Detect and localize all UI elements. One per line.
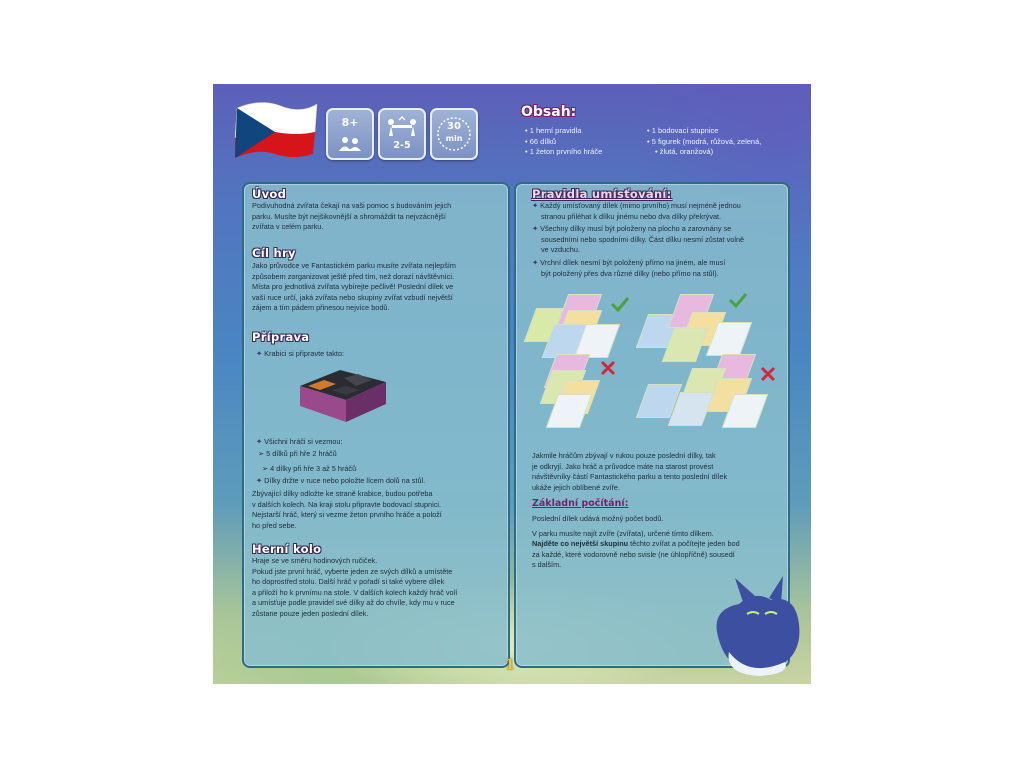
placement-diagram-4: [642, 354, 772, 424]
section-title-cil-hry: Cíl hry: [252, 246, 296, 260]
game-box-illustration: [294, 362, 390, 424]
pravidla-bullet-2: ✦ Všechny dílky musí být položeny na plocho a zarovnány se sousedními nebo spodními dílky. Část dílku nesmí zůstat volně ve vzduchu.: [532, 224, 744, 256]
priprava-sub1: ➢ 5 dílků při hře 2 hráčů: [258, 449, 337, 458]
cross-icon: [600, 360, 616, 376]
rulebook-page: [213, 84, 811, 684]
cross-icon: [760, 366, 776, 382]
left-panel: [242, 182, 510, 668]
section-title-herni-kolo: Herní kolo: [252, 542, 322, 556]
pravidla-bullet-3: ✦ Vrchní dílek nesmí být položený přímo na jiném, ale musí být položený přes dva různé dílky (nebo přímo na stůl).: [532, 258, 725, 279]
czech-flag-icon: [231, 98, 319, 160]
section-title-pravidla: Pravidla umísťování:: [532, 187, 672, 201]
priprava-box-line: ✦ Krabici si připravte takto:: [256, 349, 344, 360]
priprava-hold-line: ✦ Dílky držte v ruce nebo položte lícem dolů na stůl.: [256, 476, 425, 487]
cil-hry-text: Jako průvodce ve Fantastickém parku musíte zvířata nejlepším způsobem zorganizovat ještě před tím, než dorazí návštěvníci. Místa pro jednotlivá zvířata vybírejte pečlivě! Poslední dílek ve vaší ruce určí, jaká zvířata nebo skupiny zvířat vzbudí největší zájem a tím pádem přinesou nejvíce bodů.: [252, 261, 456, 313]
herni-kolo-text: Hraje se ve směru hodinových ručiček. Pokud jste první hráč, vyberte jeden ze svých dílků a umístěte ho doprostřed stolu. Další hráč v pořadí si také vybere dílek a přiloží ho k prvnímu na stole. V dalších kolech každý hráč volí a umísťuje podle pravidel své dílky až do chvíle, kdy mu v ruce zůstane pouze jeden poslední dílek.: [252, 556, 458, 618]
section-title-priprava: Příprava: [252, 330, 310, 344]
section-title-uvod: Úvod: [252, 187, 287, 201]
section-title-zakladni: Základní počítání:: [532, 498, 629, 509]
list-item: • 1 herní pravidla: [525, 126, 602, 137]
clock-icon: 30 min: [430, 108, 478, 160]
list-item: • 5 figurek (modrá, růžová, zelená,: [647, 137, 761, 148]
check-icon: [728, 292, 748, 308]
priprava-sub2: ➢ 4 dílky při hře 3 až 5 hráčů: [262, 464, 357, 473]
mascot-fox-illustration: [699, 570, 807, 680]
priprava-rest: Zbývající dílky odložte ke straně krabice, budou potřeba v dalších kolech. Na kraji stolu připravte bodovací stupnici. Nejstarší hráč, který si vezme žeton prvního hráče a položí ho před sebe.: [252, 489, 442, 530]
contents-list-right: [647, 126, 761, 158]
check-icon: [610, 296, 630, 312]
zakladni-text: Poslední dílek udává možný počet bodů. V parku musíte najít zvíře (zvířata), určené tímto dílkem. Najděte co největší skupinu těchto zvířat a počítejte jeden bod za každé, které vodorovně nebo svisle (ne úhlopříčně) sousedí s dalším.: [532, 514, 740, 570]
uvod-text: Podivuhodná zvířata čekají na vaši pomoc s budováním jejich parku. Musíte být nejšikovnější a shromáždit ta nejvzácnější zvířata v celém parku.: [252, 201, 452, 232]
list-item: • 1 bodovací stupnice: [647, 126, 761, 137]
end-text: Jakmile hráčům zbývají v rukou pouze poslední dílky, tak je odkryjí. Jako hráč a průvodce máte na starost provést návštěvníky částí Fantastického parku a tento poslední dílek ukáže jejich oblíbené zvíře.: [532, 451, 728, 492]
list-item: • žlutá, oranžová): [647, 147, 761, 158]
list-item: • 66 dílků: [525, 137, 602, 148]
player-count-icon: 2-5: [378, 108, 426, 160]
page-number: 1: [505, 657, 515, 673]
priprava-hands-line: ✦ Všichni hráči si vezmou:: [256, 437, 342, 448]
list-item: • 1 žeton prvního hráče: [525, 147, 602, 158]
contents-list-left: [525, 126, 602, 158]
pravidla-bullet-1: ✦ Každý umísťovaný dílek (mimo prvního) musí nejméně jednou stranou přiléhat k dílku jinému nebo dva dílky překrývat.: [532, 201, 741, 222]
players-age-icon: 8+: [326, 108, 374, 160]
contents-title: Obsah:: [521, 104, 577, 120]
